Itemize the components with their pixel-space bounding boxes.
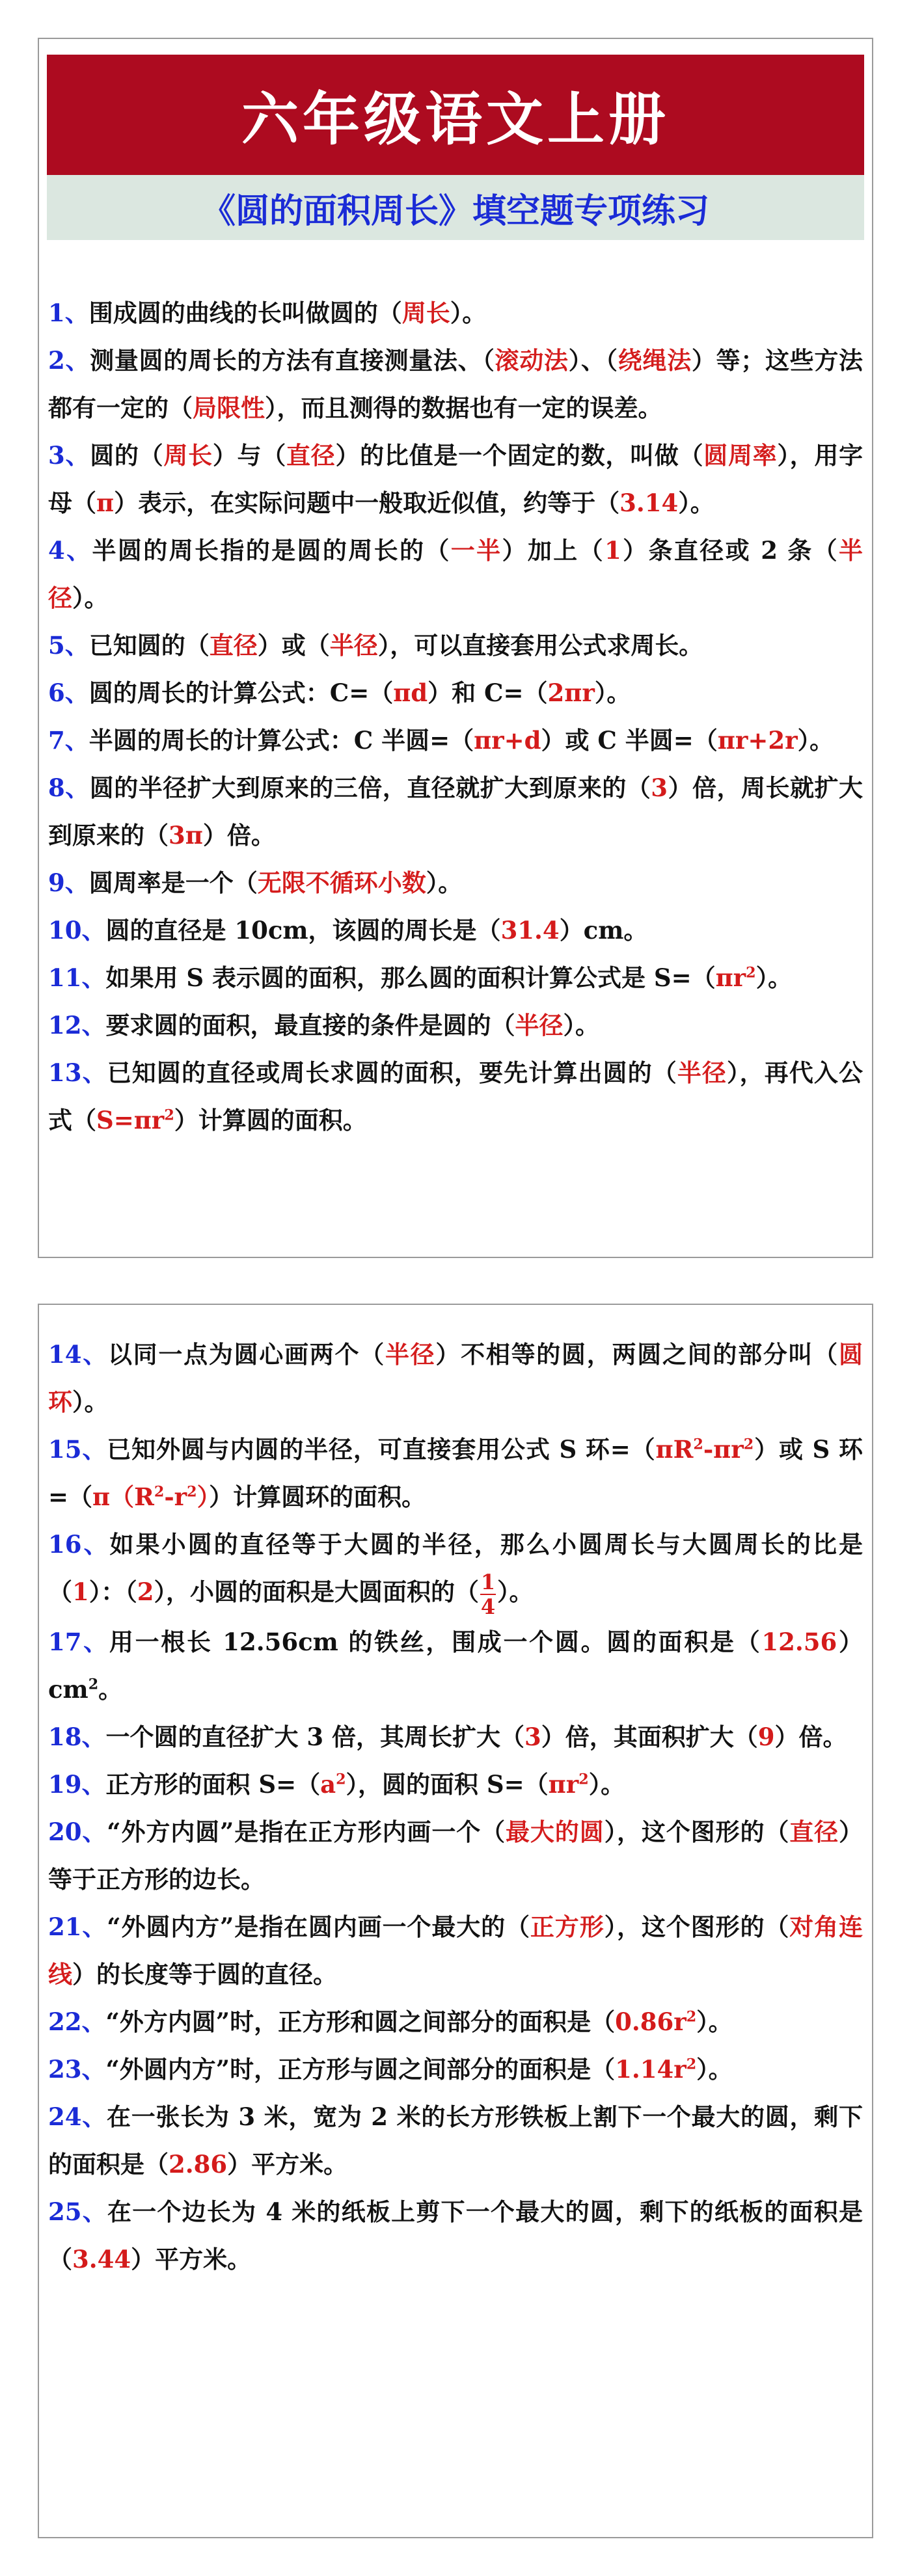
question-text: ）倍。: [202, 821, 275, 850]
question-item: [48, 289, 863, 337]
question-text: ），可以直接套用公式求周长。: [377, 631, 703, 660]
question-text: ）计算圆的面积。: [174, 1106, 367, 1134]
question-text: ）。: [72, 584, 109, 612]
answer-text: 2: [746, 964, 756, 982]
answer-text: 3π: [169, 821, 203, 850]
question-number: 4、: [48, 536, 92, 565]
answer-text: 绕绳法: [618, 346, 692, 375]
answer-text: 半径: [677, 1058, 727, 1087]
question-text: 要求圆的面积，最直接的条件是圆的（: [105, 1011, 515, 1040]
question-text: ）。: [588, 1769, 625, 1799]
answer-text: 2: [686, 2008, 697, 2026]
question-item: [48, 1713, 863, 1761]
answer-text: -πr: [703, 1435, 744, 1464]
question-number: 11、: [48, 963, 106, 992]
question-text: ），小圆的面积是大圆面积的（: [154, 1577, 479, 1606]
question-number: 8、: [48, 773, 90, 802]
question-number: 25、: [48, 2197, 107, 2226]
question-text: 如果用 S 表示圆的面积，那么圆的面积计算公式是 S=（: [105, 963, 716, 992]
answer-text: 2.86: [169, 2149, 228, 2179]
worksheet-page-2: [38, 1304, 873, 2538]
question-text: ）与（: [212, 441, 286, 470]
question-number: 24、: [48, 2102, 107, 2131]
question-item: [48, 1049, 863, 1144]
question-text: ），圆的面积 S=（: [346, 1769, 549, 1799]
question-text: 圆的周长的计算公式：C=（: [88, 678, 394, 707]
answer-text: S=πr: [96, 1106, 165, 1134]
question-number: 21、: [48, 1912, 107, 1941]
question-text: ）的比值是一个固定的数，叫做（: [335, 441, 704, 470]
question-text: ）。: [696, 2054, 733, 2084]
answer-text: 半径: [515, 1011, 564, 1040]
question-number: 19、: [48, 1769, 106, 1799]
answer-text: 直径: [789, 1817, 839, 1846]
answer-text: πr: [715, 963, 746, 992]
title-banner: [47, 55, 864, 175]
answer-text: 对角连线: [48, 1912, 863, 1989]
question-text: ）。: [755, 963, 793, 992]
answer-text: 圆周率: [703, 441, 778, 470]
question-number: 7、: [48, 726, 89, 755]
question-text: 以同一点为圆心画两个（: [107, 1340, 385, 1369]
question-text: 在一个边长为 4 米的纸板上剪下一个最大的圆，剩下的纸板的面积是（: [48, 2197, 863, 2274]
question-text: ）和 C=（: [428, 678, 548, 707]
question-number: 20、: [48, 1817, 107, 1846]
question-number: 23、: [48, 2054, 106, 2084]
answer-text: 周长: [401, 299, 450, 327]
question-item: [48, 1521, 863, 1618]
question-text: 如果小圆的直径等于大圆的半径，那么小圆周长与大圆周长的比是（: [48, 1530, 863, 1606]
answer-text: πr+d: [474, 726, 541, 755]
question-text: ）cm: [48, 1627, 863, 1704]
question-number: 5、: [48, 631, 89, 660]
question-text: 用一根长 12.56cm 的铁丝，围成一个圆。圆的面积是（: [109, 1627, 762, 1656]
answer-text: 2: [164, 1107, 174, 1124]
question-text: ）。: [678, 489, 714, 517]
question-text: 圆的直径是 10cm，该圆的周长是（: [105, 916, 501, 945]
question-number: 10、: [48, 916, 106, 945]
question-item: [48, 1998, 863, 2046]
question-number: 1、: [48, 299, 89, 327]
question-text: “外圆内方”时，正方形与圆之间部分的面积是（: [105, 2054, 616, 2084]
question-text: ）。: [797, 726, 834, 755]
question-item: [48, 1331, 863, 1426]
question-item: [48, 717, 863, 764]
question-text: ），而且测得的数据也有一定的误差。: [265, 394, 662, 422]
question-item: [48, 859, 863, 907]
question-text: ）、（: [568, 346, 618, 375]
question-text: ）或（: [257, 631, 330, 660]
question-item: [48, 2046, 863, 2093]
question-text: ）。: [497, 1577, 534, 1606]
fraction-numerator: 1: [480, 1569, 496, 1594]
answer-text: 2: [693, 1436, 703, 1453]
subtitle-banner: [47, 175, 864, 240]
question-text: ）倍，周长就扩大到原来的（: [48, 773, 863, 850]
answer-text: 周长: [163, 441, 213, 470]
question-text: ）：（: [88, 1577, 137, 1606]
question-item: [48, 2093, 863, 2188]
answer-text: πr+2r: [717, 726, 798, 755]
worksheet-page-1: [38, 38, 873, 1258]
question-text: ）或 S 环=（: [48, 1435, 863, 1511]
answer-text: 2: [336, 1771, 346, 1788]
question-text: ）。: [594, 678, 631, 707]
answer-text: 1.14r: [615, 2054, 687, 2084]
question-item: [48, 1903, 863, 1998]
question-item: [48, 669, 863, 717]
question-text: 已知圆的直径或周长求圆的面积，要先计算出圆的（: [107, 1058, 677, 1087]
question-text: 圆的半径扩大到原来的三倍，直径就扩大到原来的（: [89, 773, 651, 802]
question-item: [48, 1426, 863, 1521]
question-text: ），再代入公式（: [48, 1058, 863, 1134]
answer-text: 31.4: [500, 916, 560, 945]
answer-text: a: [320, 1769, 336, 1799]
question-text: ）平方米。: [131, 2244, 252, 2274]
question-text: ）倍，其面积扩大（: [541, 1722, 758, 1751]
answer-text: 12.56: [761, 1627, 837, 1656]
question-text: ）。: [696, 2007, 733, 2036]
question-item: [48, 1761, 863, 1808]
question-text: ）。: [450, 299, 487, 327]
question-text: 一个圆的直径扩大 3 倍，其周长扩大（: [105, 1722, 525, 1751]
question-number: 17、: [48, 1627, 109, 1656]
question-text: ）。: [426, 868, 463, 897]
question-item: [48, 527, 863, 622]
question-text: 已知圆的（: [88, 631, 210, 660]
answer-text: 正方形: [530, 1912, 605, 1941]
question-text: ）或 C 半圆=（: [541, 726, 718, 755]
answer-text: -r: [164, 1483, 187, 1511]
question-text: ）表示，在实际问题中一般取近似值，约等于（: [114, 489, 620, 517]
answer-text: 半径: [48, 536, 863, 612]
answer-text: π: [96, 489, 115, 517]
answer-text: 圆环: [48, 1340, 863, 1416]
question-item: [48, 2188, 863, 2283]
question-text: ）。: [72, 1388, 109, 1416]
question-text: 在一张长为 3 米，宽为 2 米的长方形铁板上割下一个最大的圆，剩下的面积是（: [48, 2102, 863, 2179]
question-number: 13、: [48, 1058, 107, 1087]
answer-text: 滚动法: [495, 346, 569, 375]
question-text: ）等于正方形的边长。: [48, 1817, 863, 1894]
question-text: “外方内圆”是指在正方形内画一个（: [107, 1817, 506, 1846]
question-number: 6、: [48, 678, 89, 707]
answer-text: πR: [655, 1435, 694, 1464]
answer-text: 2: [743, 1436, 754, 1453]
question-text: “外方内圆”时，正方形和圆之间部分的面积是（: [105, 2007, 616, 2036]
answer-text: πd: [393, 678, 428, 707]
question-number: 22、: [48, 2007, 106, 2036]
question-text: 正方形的面积 S=（: [105, 1769, 321, 1799]
fraction-denominator: 4: [480, 1594, 496, 1619]
question-number: 16、: [48, 1530, 110, 1559]
question-number: 14、: [48, 1340, 108, 1369]
question-item: [48, 954, 863, 1002]
question-item: [48, 764, 863, 859]
answer-text: 9: [757, 1722, 775, 1751]
question-text: ）等；这些方法都有一定的（: [48, 346, 863, 422]
page-title: 六年级语文上册: [241, 85, 670, 153]
question-number: 12、: [48, 1011, 106, 1040]
answer-text: 3.14: [619, 489, 679, 517]
question-item: [48, 1808, 863, 1903]
answer-text: 局限性: [193, 394, 265, 422]
answer-text: 2: [578, 1771, 589, 1788]
question-text: ）条直径或 2 条（: [621, 536, 839, 565]
answer-text: 0.86r: [615, 2007, 687, 2036]
question-list: [48, 289, 863, 1144]
question-text: 。: [98, 1674, 123, 1704]
answer-text: 1: [605, 536, 621, 565]
question-number: 9、: [48, 868, 89, 897]
answer-text: 1: [72, 1577, 89, 1606]
answer-text: πr: [548, 1769, 579, 1799]
answer-text: 无限不循环小数: [257, 868, 426, 897]
question-number: 3、: [48, 441, 90, 470]
question-text: ）加上（: [502, 536, 605, 565]
answer-text: 最大的圆: [506, 1817, 605, 1846]
question-number: 2、: [48, 346, 90, 375]
answer-text: 半径: [385, 1340, 436, 1369]
question-text: ）平方米。: [227, 2149, 348, 2179]
question-text: ），这个图形的（: [604, 1912, 790, 1941]
answer-text: 3.44: [72, 2244, 131, 2274]
answer-fraction: [480, 1570, 496, 1618]
question-text: “外圆内方”是指在圆内画一个最大的（: [107, 1912, 530, 1941]
superscript: 2: [88, 1676, 99, 1693]
page-subtitle: 《圆的面积周长》填空题专项练习: [201, 191, 709, 231]
answer-text: 2: [187, 1483, 197, 1501]
question-text: ）。: [563, 1011, 599, 1040]
question-text: 测量圆的周长的方法有直接测量法、（: [90, 346, 495, 375]
answer-text: 一半: [450, 536, 502, 565]
answer-text: 直径: [286, 441, 336, 470]
question-list: [48, 1331, 863, 2283]
question-text: ），用字母（: [48, 441, 863, 517]
question-item: [48, 907, 863, 954]
question-number: 15、: [48, 1435, 107, 1464]
answer-text: 3: [524, 1722, 541, 1751]
question-text: 围成圆的曲线的长叫做圆的（: [88, 299, 402, 327]
answer-text: 半径: [329, 631, 378, 660]
question-text: 圆周率是一个（: [88, 868, 258, 897]
answer-text: 2: [154, 1483, 165, 1501]
answer-text: 2: [686, 2056, 697, 2073]
question-text: 圆的（: [90, 441, 164, 470]
question-item: [48, 1002, 863, 1049]
question-text: ）倍。: [774, 1722, 847, 1751]
question-item: [48, 432, 863, 527]
answer-text: π（R: [92, 1483, 154, 1511]
question-text: ）不相等的圆，两圆之间的部分叫（: [435, 1340, 839, 1369]
question-item: [48, 622, 863, 669]
answer-text: 3: [651, 773, 668, 802]
question-item: [48, 1618, 863, 1713]
question-text: ）计算圆环的面积。: [209, 1483, 426, 1511]
question-item: [48, 337, 863, 432]
question-text: 已知外圆与内圆的半径，可直接套用公式 S 环=（: [107, 1435, 656, 1464]
answer-text: 2: [137, 1577, 154, 1606]
answer-text: 直径: [209, 631, 258, 660]
answer-text: ）: [197, 1483, 210, 1511]
question-text: 半圆的周长指的是圆的周长的（: [92, 536, 451, 565]
question-text: ），这个图形的（: [604, 1817, 790, 1846]
question-text: 半圆的周长的计算公式：C 半圆=（: [88, 726, 474, 755]
question-text: ）cm。: [559, 916, 648, 945]
answer-text: 2πr: [547, 678, 595, 707]
question-number: 18、: [48, 1722, 106, 1751]
question-text: ）的长度等于圆的直径。: [72, 1959, 337, 1989]
